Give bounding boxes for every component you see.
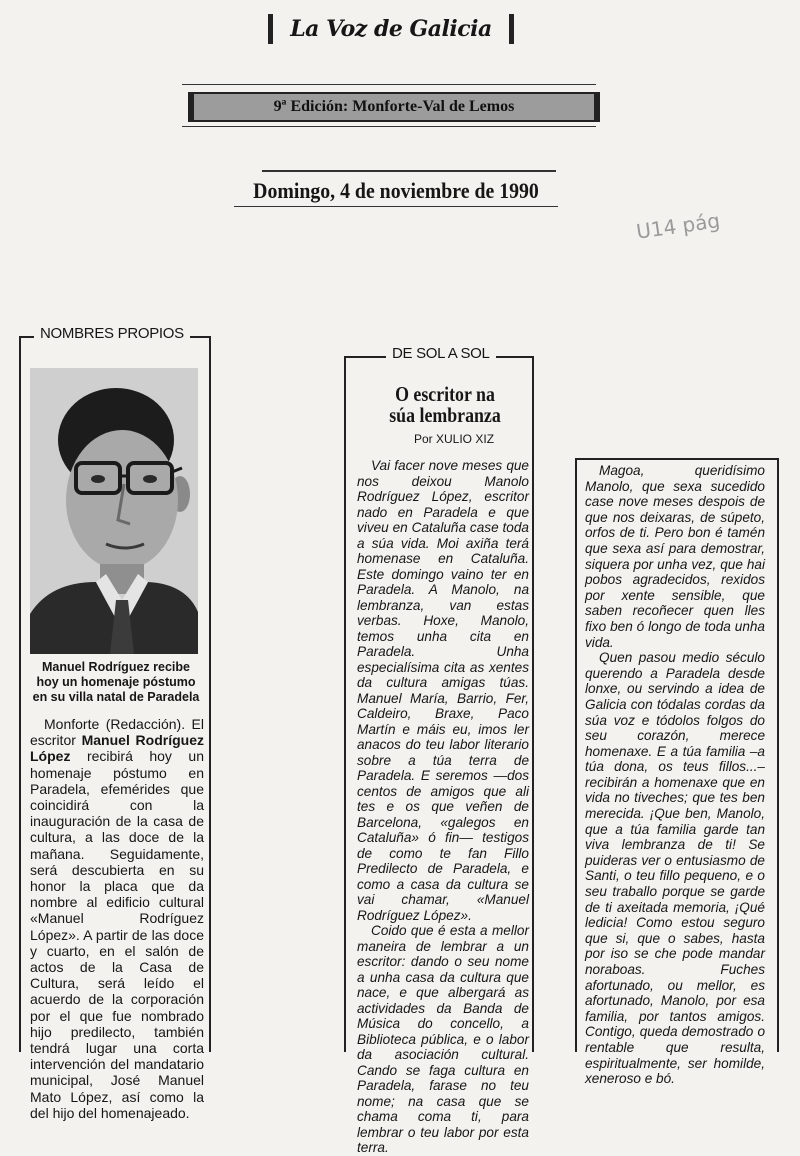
- author-name-bold: Manuel Rodríguez López: [30, 732, 204, 765]
- middle-paragraph-1: Vai facer nove meses que nos deixou Manolo Rodríguez López, escritor nado en Paradela e que viveu en Cataluña case toda a súa vida. Moi axiña terá homenase en Cataluña. Este domingo vaino ter en Paradela. A Manolo, na lembranza, van estas verbas. Hoxe, Manolo, temos unha cita en Paradela. Unha especialísima cita as xentes da cultura amigas túas. Manuel María, Barrio, Fer, Caldeiro, Braxe, Paco Martín e máis eu, imos ler anacos do teu labor literario sobre a túa terra de Paradela. E seremos —dos centos de amigos que ali tes e os que veñen de Barcelona, «galegos en Cataluña» ó fin— testigos de como te fan Fillo Predilecto de Paradela, e como a casa da cultura se vai chamar, «Manuel Rodríguez López».: [357, 458, 529, 923]
- edition-banner: 9ª Edición: Monforte-Val de Lemos: [188, 92, 600, 122]
- left-article-body: [30, 716, 204, 1121]
- photo-caption: Manuel Rodríguez recibe hoy un homenaje póstumo en su villa natal de Paradela: [32, 660, 200, 704]
- portrait-image: [30, 368, 198, 654]
- middle-article-body: [357, 458, 529, 1156]
- headline-line-1: O escritor na: [395, 382, 495, 406]
- author-portrait-photo: [30, 368, 198, 654]
- article-byline: Por XULIO XIZ: [414, 432, 495, 446]
- left-article-paragraph: [30, 716, 204, 1121]
- date-rule-bottom: [234, 206, 558, 207]
- newspaper-masthead: La Voz de Galicia: [268, 14, 514, 44]
- right-paragraph-2: Quen pasou medio século querendo a Paradela desde lonxe, ou servindo a idea de Galicia con tódalas cordas da súa voz e tódolos folgos do seu corazón, merece homenaxe. E a túa familia –a túa dona, os teus fillos...– recibirán a homenaxe que en vida no tiveches; que tes ben merecida. ¡Que ben, Manolo, que a túa familia garde tan viva lembranza de ti! Se puideras ver o entusiasmo de Santi, o teu fillo pequeno, e o seu traballo porque se garde de ti axeitada memoria, ¡Qué ledicia! Como estou seguro que si, que o sabes, hasta por iso se che pode mandar noraboas. Fuches afortunado, ou mellor, es afortunado, Manolo, por esa familia, por tantos amigos. Contigo, queda demostrado o rentable que resulta, espiritualmente, ser homilde, xeneroso e bó.: [585, 650, 765, 1087]
- body-text-rest: recibirá hoy un homenaje póstumo en Paradela, efemérides que coincidirá con la inauguración de la casa de cultura, a las doce de la mañana. Seguidamente, será descubierta en su honor la placa que da nombre al edificio cultural «Manuel Rodríguez López». A partir de las doce y cuarto, en el salón de actos de la Casa de Cultura, será leído el acuerdo de la corporación por el que fue nombrado hijo predilecto, también tendrá lugar una corta intervención del mandatario municipal, José Manuel Mato López, así como la del hijo del homenajeado.: [30, 748, 204, 1121]
- section-label-nombres-propios: NOMBRES PROPIOS: [34, 325, 190, 342]
- edition-rule-top: [182, 84, 596, 85]
- headline-line-2: súa lembranza: [389, 403, 501, 427]
- middle-paragraph-2: Coido que é esta a mellor maneira de lembrar a un escritor: dando o seu nome a unha casa da cultura que nace, e que albergará as actividades da Banda de Música do concello, a Biblioteca pública, e o labor da asociación cultural. Cando se faga cultura en Paradela, farase no teu nome; na casa que se chama coma ti, para lembrar o teu labor por esta terra.: [357, 923, 529, 1155]
- article-headline: [364, 384, 526, 426]
- handwritten-note: U14 pág: [634, 208, 722, 244]
- body-text-intro: Monforte (Redacción). El escritor: [30, 716, 204, 749]
- publication-date: Domingo, 4 de noviembre de 1990: [253, 178, 539, 203]
- right-paragraph-1: Magoa, queridísimo Manolo, que sexa sucedido case nove meses despois de que nos deixaras, de súpeto, orfos de ti. Pero bon é tamén que sexa así para demostrar, siquera por unha vez, que hai pobos agradecidos, rexidos por xente sensible, que saben recoñecer quen lles fixo ben ó longo de toda unha vida.: [585, 463, 765, 650]
- date-rule-top: [262, 170, 556, 172]
- right-article-body: [585, 463, 765, 1087]
- edition-rule-bottom: [182, 126, 596, 127]
- section-label-de-sol-a-sol: DE SOL A SOL: [386, 345, 496, 362]
